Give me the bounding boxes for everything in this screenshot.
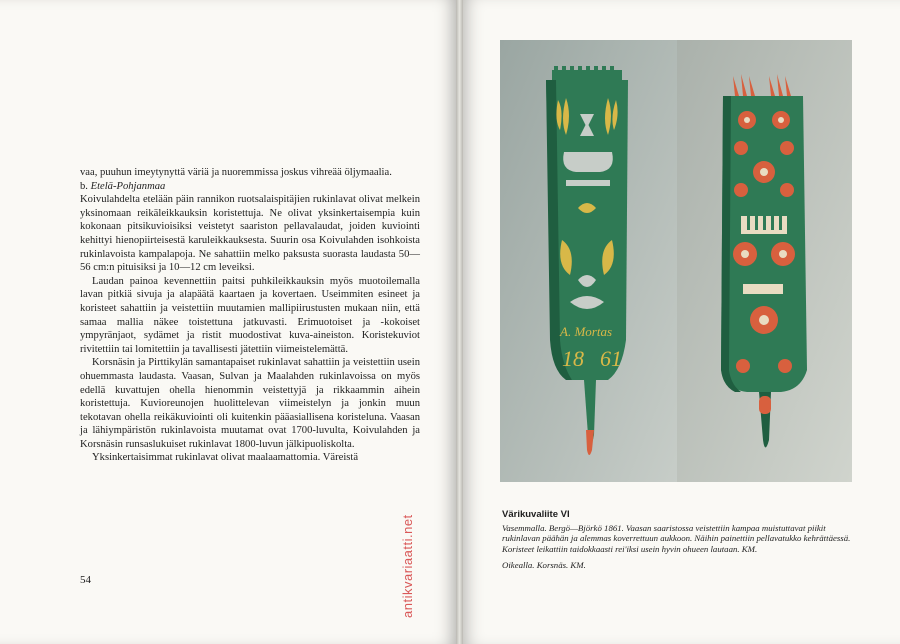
board-body-right bbox=[721, 96, 807, 392]
section-heading bbox=[80, 180, 420, 194]
page-number: 54 bbox=[80, 574, 91, 586]
figure-caption bbox=[502, 510, 852, 571]
photo-distaff-board-korsnas bbox=[677, 40, 852, 482]
paragraph-2: Laudan painoa kevennettiin paitsi puhkileikkauksin myös muotoilemalla lavan pitkiä sivuja ja alapäätä kaartaen ja kovertaen. Useimmiten esineet ja koristeet sahattiin ja veistettiin muutamien mallipiirustusten mukaan niin, että samaa mallia näkee toistettuna jatkuvasti. Erimuotoiset ja -kokoiset ympyränjaot, sydämet ja ristit muodostivat kuva-aineiston. Koristekuviot rivitettiin tai lomitettiin ja tavallisesti jätettiin viimeistelemättä. bbox=[80, 275, 420, 355]
caption-right: Oikealla. Korsnäs. KM. bbox=[502, 560, 586, 571]
caption-body: Vasemmalla. Bergö—Björkö 1861. Vaasan saaristossa veistettiin kampaa muistuttavat piikit rukinlavan päähän ja alemmas koverrettuun aukkoon. Näihin painettiin pellavatukko kehrättäessä. Koristeet leikattiin taidokkaasti rei'iksi usein hyvin ohueen lautaan. KM. bbox=[502, 522, 851, 554]
paragraph-1: Koivulahdelta etelään päin rannikon ruotsalaispitäjien rukinlavat olivat melkein yksinomaan reikäleikkauksin koristettuja. Ne olivat yksinkertaisempia kuin kokonaan pitsikuvioisiksi veistetyt saariston pellavalaudat, joiden kuviointi kehittyi hienopiirteisestä karuleikkauksesta. Suurin osa Koivulahden isohkoista rukinlavoista kampalapoja. Ne sahattiin melko paksusta suorasta laudasta 50—56 cm:n pituisiksi ja 10—12 cm leveiksi. bbox=[80, 194, 420, 274]
caption-title: Värikuvaliite VI bbox=[502, 509, 570, 520]
intro-text: vaa, puuhun imeytynyttä väriä ja nuoremmissa joskus vihreää öljymaalia. bbox=[80, 167, 392, 178]
board-year-left: 18 bbox=[562, 346, 584, 371]
watermark-text: antikvariaatti.net bbox=[400, 514, 415, 618]
board-inscription: A. Mortas bbox=[560, 324, 612, 339]
text-column bbox=[80, 166, 420, 465]
paragraph-4: Yksinkertaisimmat rukinlavat olivat maalaamattomia. Väreistä bbox=[92, 452, 359, 464]
comb-teeth-left bbox=[552, 66, 622, 80]
book-gutter bbox=[456, 0, 463, 644]
paragraph-3: Korsnäsin ja Pirttikylän samantapaiset rukinlavat sahattiin ja veistettiin usein ohuemmasta laudasta. Vaasan, Sulvan ja Maalahden rukinlavoissa on myös edellä kuvattujen ohella hienommin veistettyjä ja rikkaammin aihein koristettuja. Kuvioreunojen huolittelevan viimeistelyn ja jonkin muun tekotavan ohella reikäkuviointi oli kuitenkin pääasiallisena koristeluna. Vaasan ja lähiympäristön rukinlavoista muutamat ovat 1700-luvulta, Koivulahden ja Korsnäsin runsaslukuiset rukinlavat 1800-luvun jälkipuoliskolta. bbox=[80, 357, 420, 450]
photo-distaff-board-bergo bbox=[500, 40, 678, 482]
section-title: Etelä-Pohjanmaa bbox=[90, 180, 166, 192]
right-page bbox=[463, 0, 900, 644]
section-letter: b. bbox=[80, 180, 88, 192]
board-year-right: 61 bbox=[600, 346, 622, 371]
